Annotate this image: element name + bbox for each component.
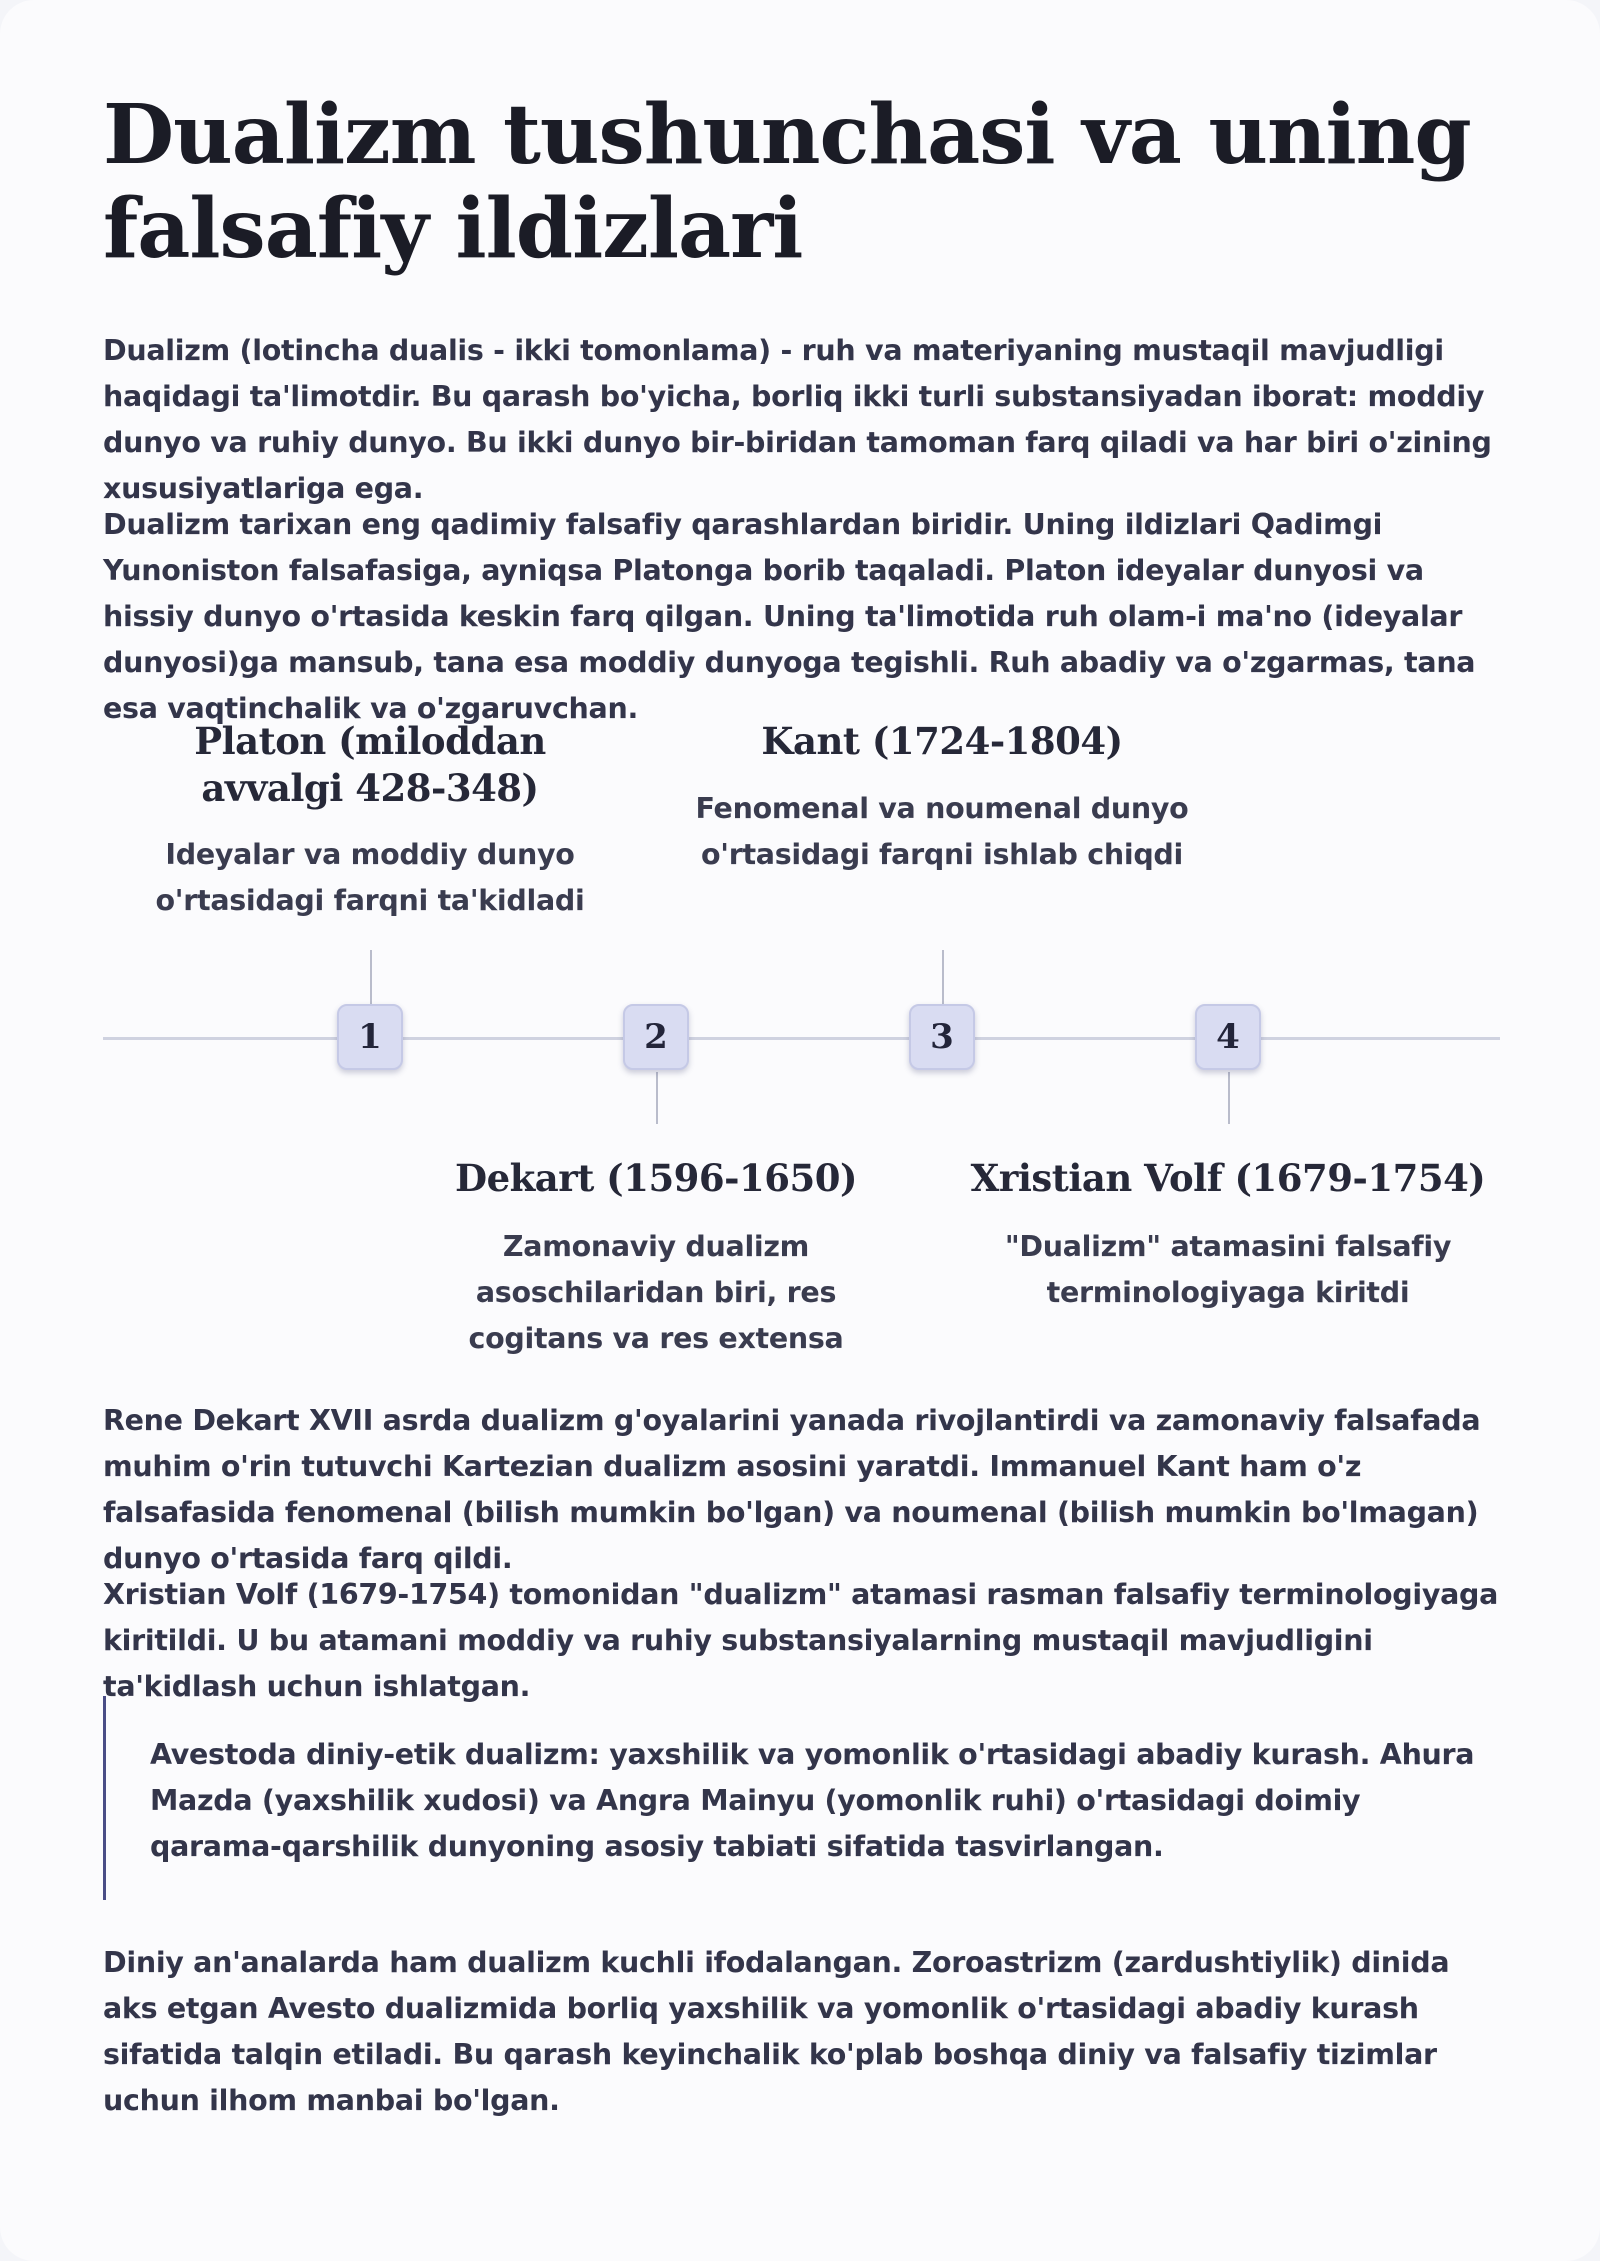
timeline-connector-4 (1228, 1072, 1230, 1124)
timeline-marker-4: 4 (1195, 1004, 1261, 1070)
timeline-marker-1: 1 (337, 1004, 403, 1070)
history-paragraph: Dualizm tarixan eng qadimiy falsafiy qarashlardan biridir. Uning ildizlari Qadimgi Yunoniston falsafasiga, ayniqsa Platonga borib taqaladi. Platon ideyalar dunyosi va hissiy dunyo o'rtasida keskin farq qilgan. Uning ta'limotida ruh olam-i ma'no (ideyalar dunyosi)ga mansub, tana esa moddiy dunyoga tegishli. Ruh abadiy va o'zgarmas, tana esa vaqtinchalik va o'zgaruvchan. (103, 508, 1476, 725)
timeline-event-2-title: Dekart (1596-1650) (454, 1156, 858, 1200)
page-title: Dualizm tushunchasi va uning falsafiy ildizlari (103, 87, 1471, 277)
intro-paragraph: Dualizm (lotincha dualis - ikki tomonlama) - ruh va materiyaning mustaqil mavjudligi haqidagi ta'limotdir. Bu qarash bo'yicha, borliq ikki turli substansiyadan iborat: moddiy dunyo va ruhiy dunyo. Bu ikki dunyo bir-biridan tamoman farq qiladi va har biri o'zining xususiyatlariga ega. (103, 334, 1492, 505)
timeline-event-4-desc: "Dualizm" atamasini falsafiy terminologiyaga kiritdi (1004, 1230, 1452, 1309)
volf-paragraph: Xristian Volf (1679-1754) tomonidan "dualizm" atamasi rasman falsafiy terminologiyaga kiritildi. U bu atamani moddiy va ruhiy substansiyalarning mustaqil mavjudligini ta'kidlash uchun ishlatgan. (103, 1578, 1499, 1703)
quote-text: Avestoda diniy-etik dualizm: yaxshilik va yomonlik o'rtasidagi abadiy kurash. Ahura Mazda (yaxshilik xudosi) va Angra Mainyu (yomonlik ruhi) o'rtasidagi doimiy qarama-qarshilik dunyoning asosiy tabiati sifatida tasvirlangan. (150, 1738, 1475, 1863)
timeline-connector-3 (942, 950, 944, 1006)
avesto-quote (103, 1696, 1503, 1900)
timeline-event-3-title: Kant (1724-1804) (761, 719, 1123, 763)
timeline-marker-2: 2 (623, 1004, 689, 1070)
timeline-connector-2 (656, 1072, 658, 1124)
timeline-event-4-title: Xristian Volf (1679-1754) (970, 1156, 1486, 1200)
timeline-event-1-desc: Ideyalar va moddiy dunyo o'rtasidagi farqni ta'kidladi (155, 838, 585, 917)
timeline-marker-3: 3 (909, 1004, 975, 1070)
timeline-event-1-title: Platon (miloddan avvalgi 428-348) (194, 719, 546, 810)
timeline-event-3-desc: Fenomenal va noumenal dunyo o'rtasidagi farqni ishlab chiqdi (695, 792, 1189, 871)
dekart-kant-paragraph: Rene Dekart XVII asrda dualizm g'oyalarini yanada rivojlantirdi va zamonaviy falsafada muhim o'rin tutuvchi Kartezian dualizm asosini yaratdi. Immanuel Kant ham o'z falsafasida fenomenal (bilish mumkin bo'lgan) va noumenal (bilish mumkin bo'lmagan) dunyo o'rtasida farq qildi. (103, 1404, 1481, 1575)
religion-paragraph: Diniy an'analarda ham dualizm kuchli ifodalangan. Zoroastrizm (zardushtiylik) dinida aks etgan Avesto dualizmida borliq yaxshilik va yomonlik o'rtasidagi abadiy kurash sifatida talqin etiladi. Bu qarash keyinchalik ko'plab boshqa diniy va falsafiy tizimlar uchun ilhom manbai bo'lgan. (103, 1946, 1450, 2117)
timeline-event-2-desc: Zamonaviy dualizm asoschilaridan biri, res cogitans va res extensa (468, 1230, 844, 1355)
timeline-connector-1 (370, 950, 372, 1006)
timeline-axis (103, 1037, 1500, 1040)
